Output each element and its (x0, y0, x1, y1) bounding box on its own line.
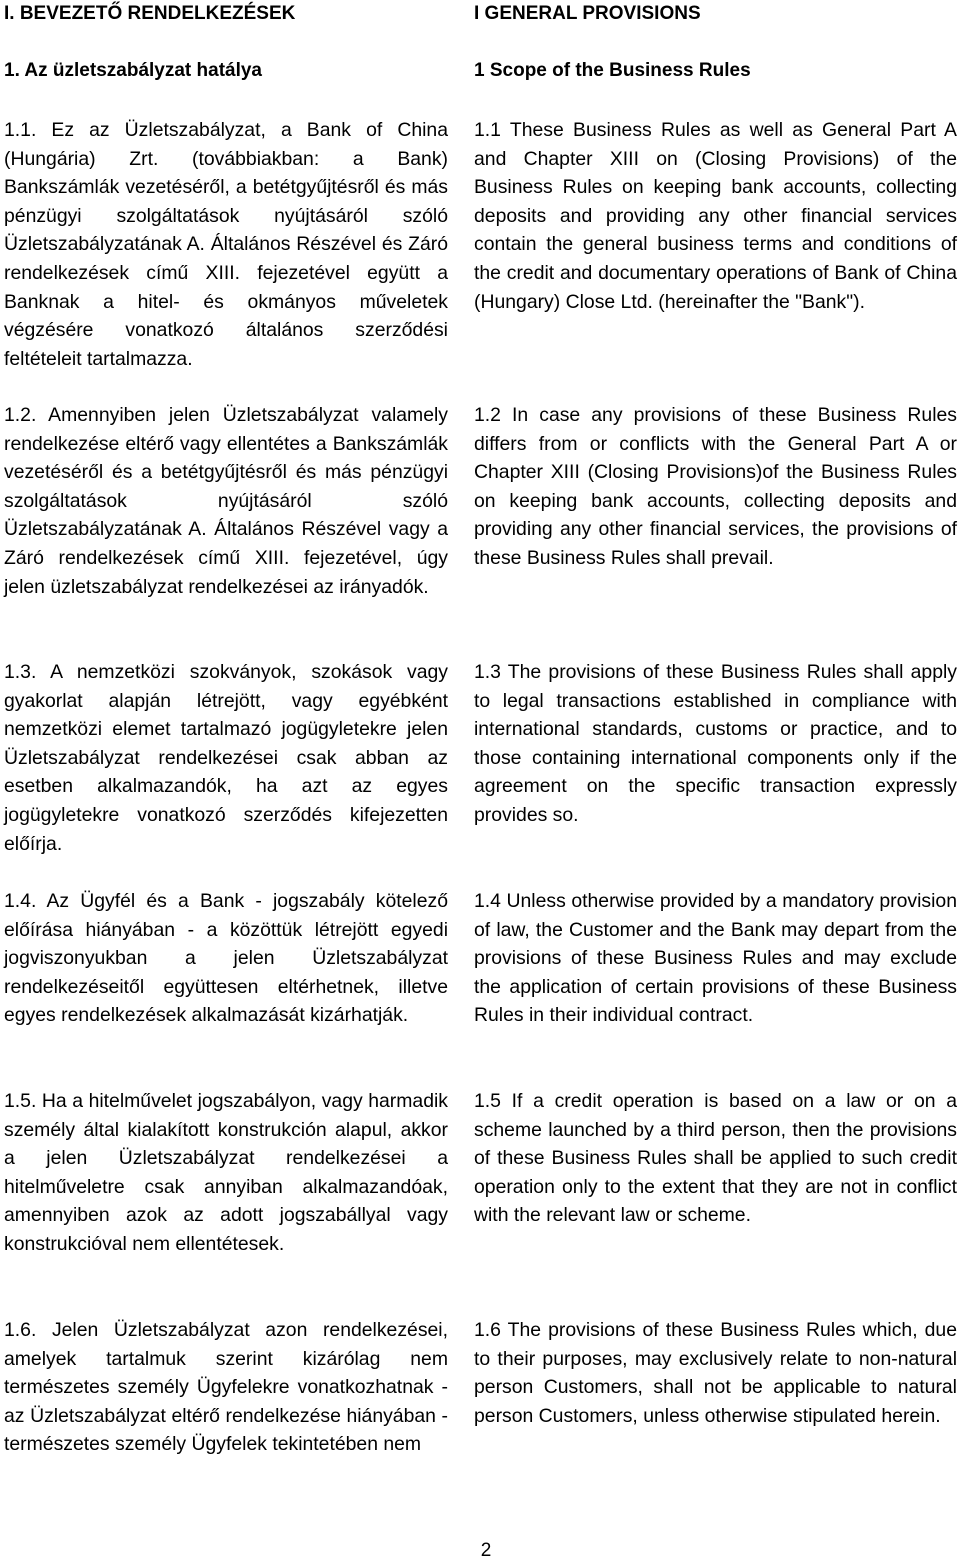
paragraph-hu-1-3: 1.3. A nemzetközi szokványok, szokások vagy gyakorlat alapján létrejött, vagy egyébként nemzetközi elemet tartalmazó jogügyletekre jelen Üzletszabályzat rendelkezései csak abban az esetben alkalmazandók, ha azt az egyes jogügyletekre vonatkozó szerződés kifejezetten előírja. (4, 661, 448, 855)
section-heading-en: I GENERAL PROVISIONS (474, 3, 701, 24)
paragraph-en-1-3: 1.3 The provisions of these Business Rules shall apply to legal transactions established in compliance with international standards, customs or practice, and to those containing international components only if the agreement on the specific transaction expressly provides so. (474, 661, 957, 826)
paragraph-en-1-4: 1.4 Unless otherwise provided by a mandatory provision of law, the Customer and the Bank may depart from the provisions of these Business Rules and may exclude the application of certain provisions of these Business Rules in their individual contract. (474, 890, 957, 1027)
paragraph-hu-1-1: 1.1. Ez az Üzletszabályzat, a Bank of China (Hungária) Zrt. (továbbiakban: a Bank) Bankszámlák vezetéséről, a betétgyűjtésről és más pénzügyi szolgáltatások nyújtásáról szóló Üzletszabályzatának A. Általános Részével és Záró rendelkezések című XIII. fejezetével együtt a Banknak a hitel- és okmányos műveletek végzésére vonatkozó általános szerződési feltételeit tartalmazza. (4, 119, 448, 370)
paragraph-en-1-6: 1.6 The provisions of these Business Rules which, due to their purposes, may exclusively relate to non-natural person Customers, shall not be applicable to natural person Customers, unless otherwise stipulated herein. (474, 1319, 957, 1427)
paragraph-en-1-5: 1.5 If a credit operation is based on a law or on a scheme launched by a third person, then the provisions of these Business Rules shall be applied to such credit operation only to the extent that they are not in conflict with the relevant law or scheme. (474, 1090, 957, 1227)
paragraph-hu-1-6: 1.6. Jelen Üzletszabályzat azon rendelkezései, amelyek tartalmuk szerint kizárólag nem természetes személy Ügyfelekre vonatkozhatnak - az Üzletszabályzat eltérő rendelkezése hiányában - természetes személy Ügyfelek tekintetében nem (4, 1319, 448, 1456)
paragraph-hu-1-2: 1.2. Amennyiben jelen Üzletszabályzat valamely rendelkezése eltérő vagy ellentétes a Bankszámlák vezetéséről és a betétgyűjtésről és más pénzügyi szolgáltatások nyújtásáról szóló Üzletszabályzatának A. Általános Részével vagy a Záró rendelkezések című XIII. fejezetével, úgy jelen üzletszabályzat rendelkezései az irányadók. (4, 404, 448, 598)
paragraph-en-1-1: 1.1 These Business Rules as well as General Part A and Chapter XIII on (Closing Provisions) of the Business Rules on keeping bank accounts, collecting deposits and providing any other financial services contain the general business terms and conditions of the credit and documentary operations of Bank of China (Hungary) Close Ltd. (hereinafter the "Bank"). (474, 119, 957, 313)
page-number: 2 (480, 1540, 492, 1561)
paragraph-en-1-2: 1.2 In case any provisions of these Business Rules differs from or conflicts with the General Part A or Chapter XIII (Closing Provisions)of the Business Rules on keeping bank accounts, collecting deposits and providing any other financial services, the provisions of these Business Rules shall prevail. (474, 404, 957, 569)
subsection-heading-en: 1 Scope of the Business Rules (474, 60, 751, 81)
subsection-heading-hu: 1. Az üzletszabályzat hatálya (4, 60, 263, 81)
paragraph-hu-1-4: 1.4. Az Ügyfél és a Bank - jogszabály kötelező előírása hiányában - a közöttük létrejött egyedi jogviszonyukban a jelen Üzletszabályzat rendelkezéseitől együttesen eltérhetnek, illetve egyes rendelkezések alkalmazását kizárhatják. (4, 890, 448, 1027)
paragraph-hu-1-5: 1.5. Ha a hitelművelet jogszabályon, vagy harmadik személy által kialakított konstrukción alapul, akkor a jelen Üzletszabályzat rendelkezései a hitelműveletre csak annyiban alkalmazandóak, amennyiben azok az adott jogszabállyal vagy konstrukcióval nem ellentétesek. (4, 1090, 448, 1255)
section-heading-hu: I. BEVEZETŐ RENDELKEZÉSEK (4, 3, 296, 24)
